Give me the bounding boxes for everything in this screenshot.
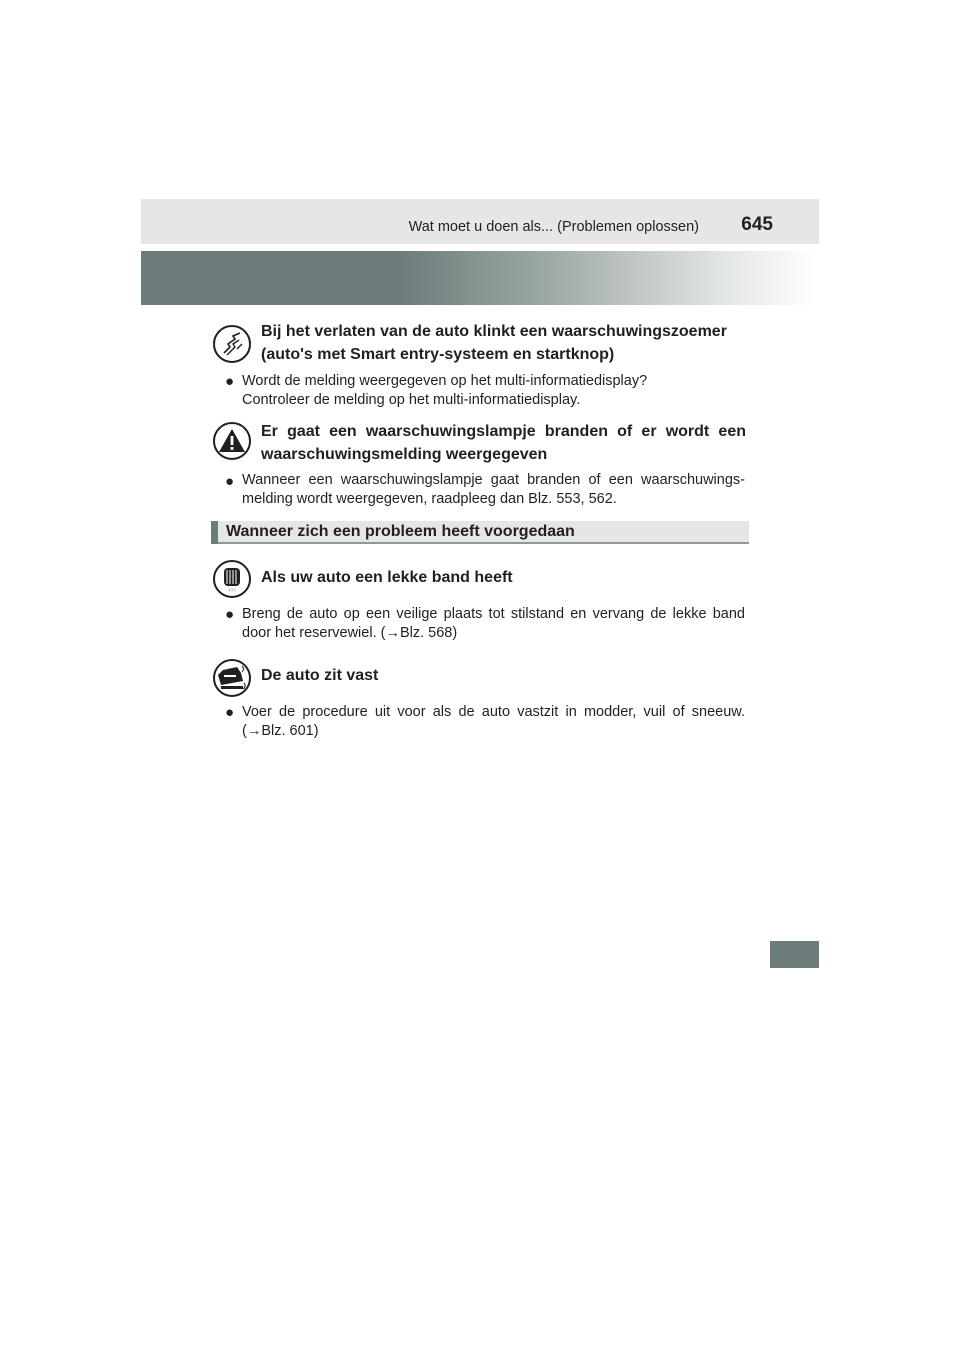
section-text-buzzer bbox=[242, 372, 745, 410]
chapter-side-tab bbox=[770, 941, 819, 968]
section-title-bar bbox=[211, 521, 749, 544]
heading-line: waarschuwingsmelding weergegeven bbox=[261, 446, 548, 463]
stuck-car-icon bbox=[213, 659, 251, 697]
text-line: (→Blz. 601) bbox=[242, 723, 319, 739]
warning-triangle-icon bbox=[213, 422, 251, 460]
section-title: Wanneer zich een probleem heeft voorgedaan bbox=[226, 523, 575, 540]
svg-text:! ! !: ! ! ! bbox=[228, 588, 236, 593]
text-line: Wordt de melding weergegeven op het multi-informatiedisplay? bbox=[242, 373, 648, 389]
problem-heading-flat-tire: Als uw auto een lekke band heeft bbox=[261, 569, 513, 586]
section-text-warning bbox=[242, 471, 745, 509]
heading-line: Er gaat een waarschuwingslampje branden of er wordt een bbox=[261, 423, 746, 440]
bullet-icon: ● bbox=[225, 704, 235, 721]
section-accent bbox=[211, 521, 218, 544]
text-line: melding wordt weergegeven, raadpleeg dan Blz. 553, 562. bbox=[242, 491, 617, 507]
page-number: 645 bbox=[741, 214, 773, 235]
buzzer-icon bbox=[213, 325, 251, 363]
header-title: Wat moet u doen als... (Problemen oplossen) bbox=[408, 219, 699, 235]
text-line: Voer de procedure uit voor als de auto vastzit in modder, vuil of sneeuw. bbox=[242, 704, 745, 720]
text-line: Wanneer een waarschuwingslampje gaat branden of een waarschuwings- bbox=[242, 472, 745, 488]
text-line: Controleer de melding op het multi-informatiedisplay. bbox=[242, 392, 581, 408]
text-line: door het reservewiel. (→Blz. 568) bbox=[242, 625, 458, 641]
bullet-icon: ● bbox=[225, 473, 235, 490]
section-heading-buzzer bbox=[261, 320, 746, 366]
bullet-icon: ● bbox=[225, 373, 235, 390]
section-heading-warning bbox=[261, 420, 746, 466]
problem-heading-stuck-car: De auto zit vast bbox=[261, 667, 379, 684]
problem-text-stuck-car bbox=[242, 703, 745, 741]
heading-line: (auto's met Smart entry-systeem en startknop) bbox=[261, 346, 615, 363]
chapter-band bbox=[141, 251, 819, 305]
bullet-icon: ● bbox=[225, 606, 235, 623]
heading-line: Bij het verlaten van de auto klinkt een waarschuwingszoemer bbox=[261, 323, 727, 340]
page-header bbox=[141, 199, 819, 244]
problem-text-flat-tire bbox=[242, 605, 745, 643]
text-line: Breng de auto op een veilige plaats tot stilstand en vervang de lekke band bbox=[242, 606, 745, 622]
flat-tire-icon bbox=[213, 560, 251, 598]
